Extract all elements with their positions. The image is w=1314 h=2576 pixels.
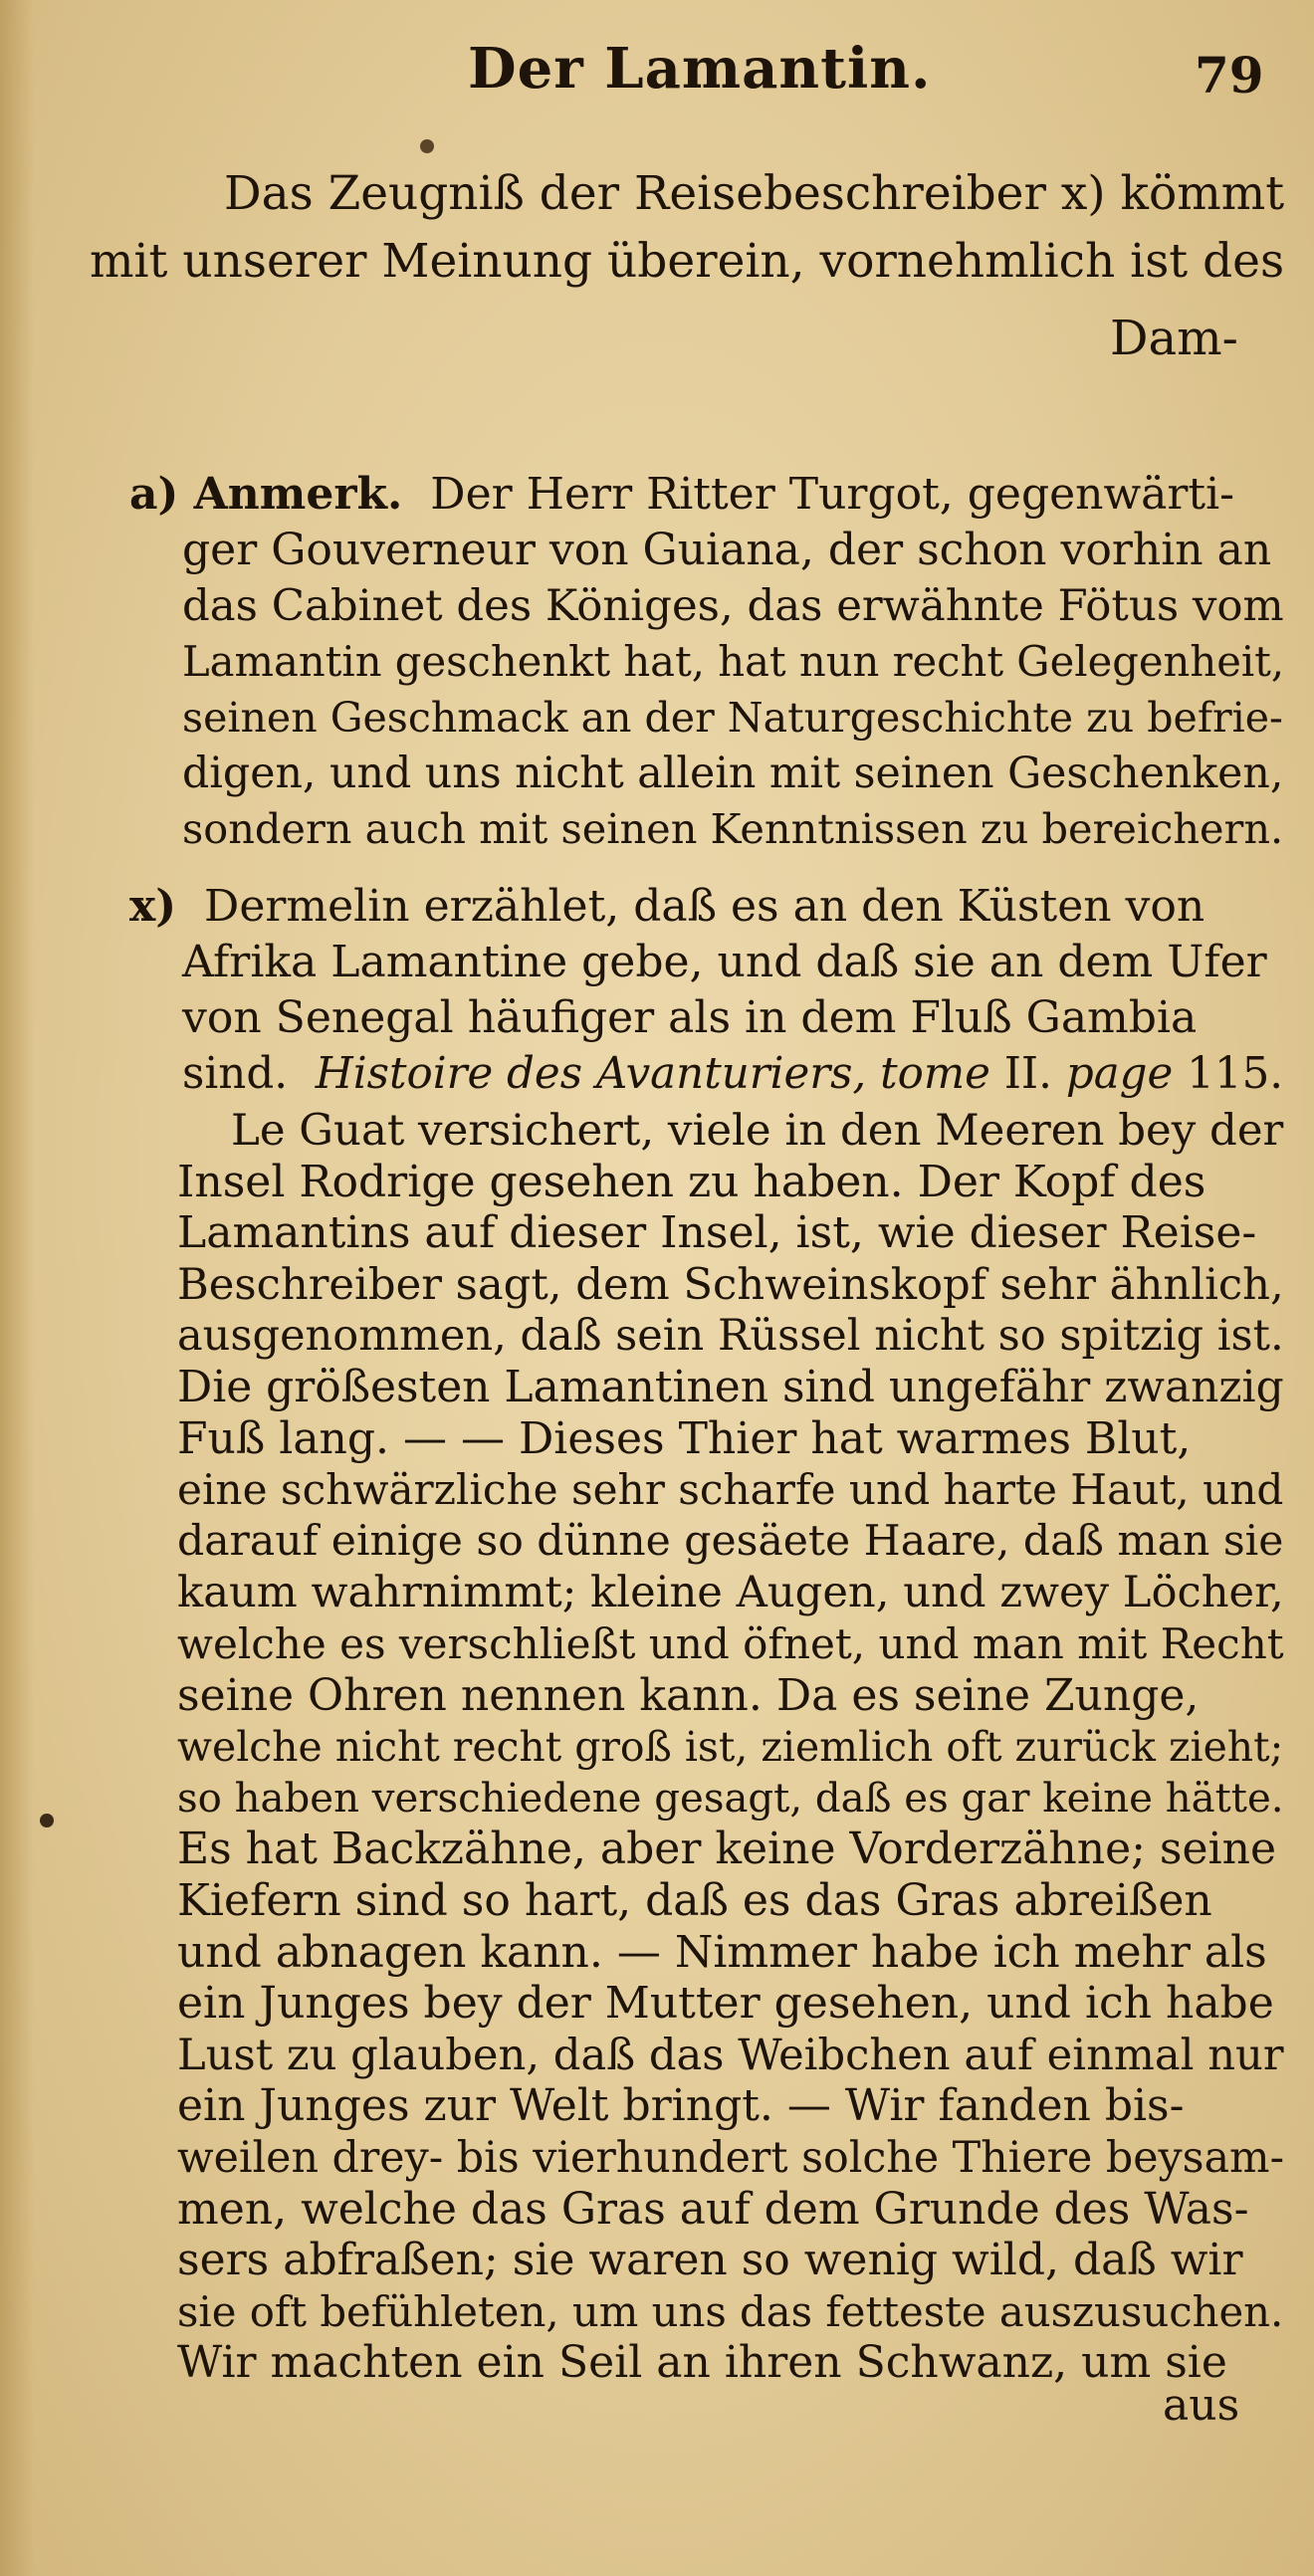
quote-line: und abnagen kann. — Nimmer habe ich mehr als	[177, 1926, 1267, 1978]
footnote-x-line: Afrika Lamantine gebe, und daß sie an dem Ufer	[182, 937, 1267, 987]
page-number: 79	[1195, 46, 1264, 105]
running-title: Der Lamantin.	[468, 36, 932, 102]
footnote-a-line: sondern auch mit seinen Kenntnissen zu bereichern.	[182, 805, 1284, 853]
ink-mark-icon	[420, 139, 434, 153]
main-text-line: Das Zeugniß der Reisebeschreiber x) kömmt	[224, 166, 1285, 221]
quote-line: Die größesten Lamantinen sind ungefähr zwanzig	[177, 1362, 1284, 1412]
footnote-x-first-line	[129, 878, 1204, 936]
quote-line: welche nicht recht groß ist, ziemlich oft zurück zieht;	[177, 1723, 1284, 1772]
footnote-x-last-prefix: sind.	[182, 1049, 289, 1099]
footnote-a-first-line	[129, 466, 1234, 524]
quote-line: ein Junges zur Welt bringt. — Wir fanden bis-	[177, 2080, 1185, 2132]
ink-spot-icon	[40, 1814, 54, 1827]
catchword: aus	[1163, 2380, 1240, 2431]
footnote-a-line: digen, und uns nicht allein mit seinen Geschenken,	[182, 749, 1284, 798]
footnote-x-line: von Senegal häufiger als in dem Fluß Gambia	[182, 992, 1198, 1043]
quote-line: welche es verschließt und öfnet, und man mit Recht	[177, 1619, 1284, 1668]
footnote-a-text: Der Herr Ritter Turgot, gegenwärti-	[430, 469, 1235, 520]
quote-line: men, welche das Gras auf dem Grunde des Was-	[177, 2183, 1249, 2235]
quote-line: Fuß lang. — — Dieses Thier hat warmes Blut,	[177, 1412, 1192, 1464]
main-text-line: mit unserer Meinung überein, vornehmlich ist des	[90, 234, 1285, 289]
quote-line: Wir machten ein Seil an ihren Schwanz, um sie	[177, 2337, 1227, 2389]
quote-line: kaum wahrnimmt; kleine Augen, und zwey Löcher,	[177, 1568, 1284, 1618]
footnote-x-text: Dermelin erzählet, daß es an den Küsten von	[204, 881, 1205, 932]
citation-volume: II.	[1003, 1049, 1052, 1099]
footnote-x-citation-line	[182, 1045, 1283, 1103]
quote-line: Kiefern sind so hart, daß es das Gras abreißen	[177, 1875, 1212, 1926]
quote-line: Beschreiber sagt, dem Schweinskopf sehr ähnlich,	[177, 1259, 1284, 1310]
quote-line: weilen drey- bis vierhundert solche Thiere beysam-	[177, 2133, 1285, 2183]
citation-title: Histoire des Avanturiers, tome	[315, 1049, 990, 1099]
catchword-line: Dam-	[1110, 311, 1238, 366]
quote-line: sers abfraßen; sie waren so wenig wild, daß wir	[177, 2235, 1243, 2286]
quote-line: Insel Rodrige gesehen zu haben. Der Kopf des	[177, 1156, 1206, 1207]
quote-line: Lust zu glauben, daß das Weibchen auf einmal nur	[177, 2030, 1284, 2080]
quote-line: ausgenommen, daß sein Rüssel nicht so spitzig ist.	[177, 1311, 1284, 1362]
page-header	[0, 22, 1314, 131]
footnote-a-label: a) Anmerk.	[129, 469, 403, 520]
footnote-x-label: x)	[129, 881, 177, 932]
quote-line: Es hat Backzähne, aber keine Vorderzähne; seine	[177, 1824, 1276, 1875]
quote-line: eine schwärzliche sehr scharfe und harte Haut, und	[177, 1465, 1284, 1515]
citation-page-number: 115.	[1187, 1049, 1284, 1099]
quote-line: darauf einige so dünne gesäete Haare, daß man sie	[177, 1516, 1284, 1566]
footnote-a-line: ger Gouverneur von Guiana, der schon vorhin an	[182, 525, 1272, 575]
quote-line: ein Junges bey der Mutter gesehen, und ich habe	[177, 1978, 1274, 2030]
footnote-a-line: Lamantin geschenkt hat, hat nun recht Gelegenheit,	[182, 637, 1285, 686]
quote-line: Lamantins auf dieser Insel, ist, wie dieser Reise-	[177, 1207, 1257, 1259]
quote-line: Le Guat versichert, viele in den Meeren bey der	[231, 1106, 1284, 1156]
footnote-a-line: seinen Geschmack an der Naturgeschichte zu befrie-	[182, 694, 1283, 742]
quote-line: seine Ohren nennen kann. Da es seine Zunge,	[177, 1669, 1200, 1721]
citation-page-label: page	[1065, 1049, 1174, 1099]
quote-line: sie oft befühleten, um uns das fetteste auszusuchen.	[177, 2286, 1284, 2336]
quote-line: so haben verschiedene gesagt, daß es gar keine hätte.	[177, 1775, 1284, 1822]
footnote-a-line: das Cabinet des Königes, das erwähnte Fötus vom	[182, 581, 1284, 631]
